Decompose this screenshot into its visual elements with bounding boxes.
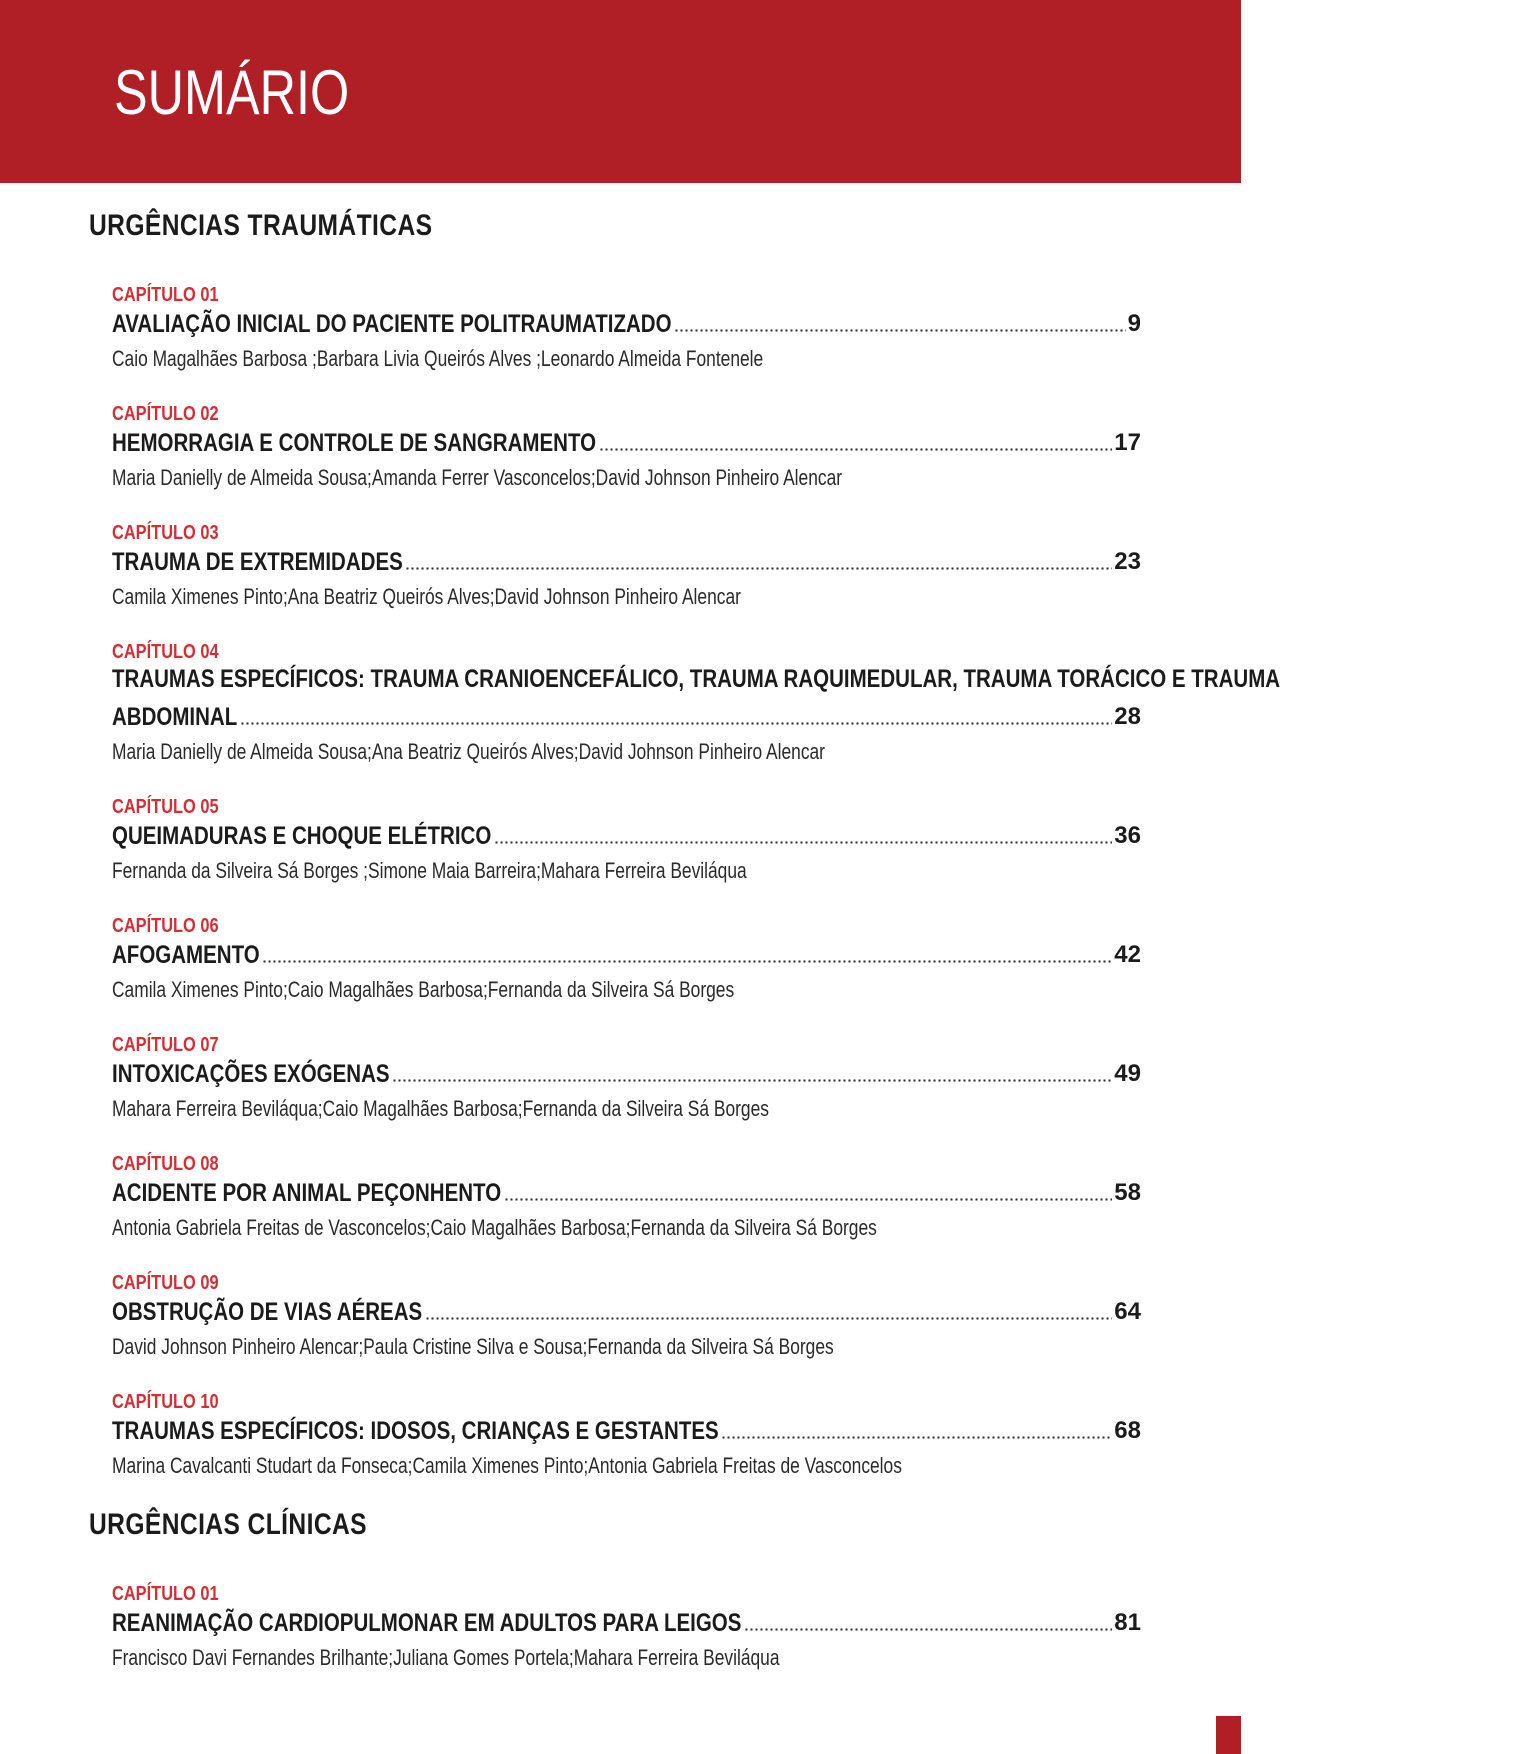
- section-title-clinicas: URGÊNCIAS CLÍNICAS: [89, 1508, 367, 1541]
- page-number: 42: [1114, 941, 1141, 968]
- chapter-title-line[interactable]: [112, 546, 1141, 576]
- chapter-title-line[interactable]: [112, 1415, 1141, 1445]
- dot-leader: [674, 329, 1126, 332]
- chapter-authors: Mahara Ferreira Beviláqua;Caio Magalhães Barbosa;Fernanda da Silveira Sá Borges: [112, 1096, 769, 1121]
- chapter-authors: Maria Danielly de Almeida Sousa;Amanda Ferrer Vasconcelos;David Johnson Pinheiro Alencar: [112, 465, 843, 490]
- chapter-title: INTOXICAÇÕES EXÓGENAS: [112, 1060, 390, 1088]
- chapter-authors: Fernanda da Silveira Sá Borges ;Simone Maia Barreira;Mahara Ferreira Beviláqua: [112, 858, 747, 883]
- chapter-label: CAPÍTULO 04: [112, 641, 219, 663]
- page-number: 9: [1127, 310, 1141, 337]
- dot-leader: [599, 448, 1112, 451]
- dot-leader: [744, 1628, 1112, 1631]
- page-number: 23: [1114, 548, 1141, 575]
- chapter-authors: Camila Ximenes Pinto;Caio Magalhães Barbosa;Fernanda da Silveira Sá Borges: [112, 977, 735, 1002]
- chapter-authors: David Johnson Pinheiro Alencar;Paula Cristine Silva e Sousa;Fernanda da Silveira Sá Borges: [112, 1334, 834, 1359]
- chapter-title: TRAUMA DE EXTREMIDADES: [112, 548, 403, 576]
- page-title: SUMÁRIO: [114, 58, 350, 128]
- chapter-label: CAPÍTULO 01: [112, 1583, 219, 1605]
- chapter-title: ACIDENTE POR ANIMAL PEÇONHENTO: [112, 1179, 502, 1207]
- chapter-title-line[interactable]: [112, 1296, 1141, 1326]
- dot-leader: [240, 722, 1112, 725]
- chapter-title: QUEIMADURAS E CHOQUE ELÉTRICO: [112, 822, 492, 850]
- chapter-title-line[interactable]: [112, 1177, 1141, 1207]
- dot-leader: [405, 567, 1112, 570]
- chapter-title-line-1[interactable]: [112, 665, 1281, 695]
- chapter-title-line[interactable]: [112, 1058, 1141, 1088]
- chapter-title-part-1: TRAUMAS ESPECÍFICOS: TRAUMA CRANIOENCEFÁLICO, TRAUMA RAQUIMEDULAR, TRAUMA TORÁCICO E TRAUMA: [112, 665, 1281, 693]
- chapter-authors: Caio Magalhães Barbosa ;Barbara Livia Queirós Alves ;Leonardo Almeida Fontenele: [112, 346, 764, 371]
- page-number: 28: [1114, 703, 1141, 730]
- header-banner: [0, 0, 1241, 183]
- chapter-label: CAPÍTULO 01: [112, 284, 219, 306]
- chapter-title: ABDOMINAL: [112, 703, 238, 731]
- chapter-label: CAPÍTULO 09: [112, 1272, 219, 1294]
- chapter-title: TRAUMAS ESPECÍFICOS: IDOSOS, CRIANÇAS E GESTANTES: [112, 1417, 719, 1445]
- chapter-title-line[interactable]: [112, 939, 1141, 969]
- dot-leader: [721, 1436, 1112, 1439]
- chapter-title-line[interactable]: [112, 308, 1141, 338]
- section-title-traumaticas: URGÊNCIAS TRAUMÁTICAS: [89, 209, 433, 242]
- dot-leader: [262, 960, 1112, 963]
- chapter-title-line[interactable]: [112, 1607, 1141, 1637]
- chapter-title-line[interactable]: [112, 701, 1141, 731]
- chapter-label: CAPÍTULO 06: [112, 915, 219, 937]
- page-number: 68: [1114, 1417, 1141, 1444]
- page-number: 58: [1114, 1179, 1141, 1206]
- page-number: 81: [1114, 1609, 1141, 1636]
- page-number: 49: [1114, 1060, 1141, 1087]
- chapter-label: CAPÍTULO 08: [112, 1153, 219, 1175]
- page-number: 64: [1114, 1298, 1141, 1325]
- dot-leader: [494, 841, 1112, 844]
- chapter-authors: Antonia Gabriela Freitas de Vasconcelos;Caio Magalhães Barbosa;Fernanda da Silveira Sá Borges: [112, 1215, 877, 1240]
- page-number: 17: [1114, 429, 1141, 456]
- page-number: 36: [1114, 822, 1141, 849]
- dot-leader: [425, 1317, 1112, 1320]
- chapter-label: CAPÍTULO 05: [112, 796, 219, 818]
- chapter-authors: Camila Ximenes Pinto;Ana Beatriz Queirós Alves;David Johnson Pinheiro Alencar: [112, 584, 741, 609]
- chapter-label: CAPÍTULO 02: [112, 403, 219, 425]
- chapter-authors: Marina Cavalcanti Studart da Fonseca;Camila Ximenes Pinto;Antonia Gabriela Freitas de Vasconcelos: [112, 1453, 902, 1478]
- chapter-title: REANIMAÇÃO CARDIOPULMONAR EM ADULTOS PARA LEIGOS: [112, 1609, 742, 1637]
- page-corner-tab: [1216, 1716, 1241, 1754]
- chapter-title-line[interactable]: [112, 820, 1141, 850]
- chapter-title: OBSTRUÇÃO DE VIAS AÉREAS: [112, 1298, 423, 1326]
- chapter-title: HEMORRAGIA E CONTROLE DE SANGRAMENTO: [112, 429, 597, 457]
- chapter-authors: Maria Danielly de Almeida Sousa;Ana Beatriz Queirós Alves;David Johnson Pinheiro Alencar: [112, 739, 825, 764]
- chapter-label: CAPÍTULO 10: [112, 1391, 219, 1413]
- chapter-title-line[interactable]: [112, 427, 1141, 457]
- chapter-title: AVALIAÇÃO INICIAL DO PACIENTE POLITRAUMATIZADO: [112, 310, 672, 338]
- dot-leader: [504, 1198, 1112, 1201]
- chapter-title: AFOGAMENTO: [112, 941, 260, 969]
- chapter-label: CAPÍTULO 07: [112, 1034, 219, 1056]
- chapter-label: CAPÍTULO 03: [112, 522, 219, 544]
- chapter-authors: Francisco Davi Fernandes Brilhante;Juliana Gomes Portela;Mahara Ferreira Beviláqua: [112, 1645, 780, 1670]
- dot-leader: [392, 1079, 1112, 1082]
